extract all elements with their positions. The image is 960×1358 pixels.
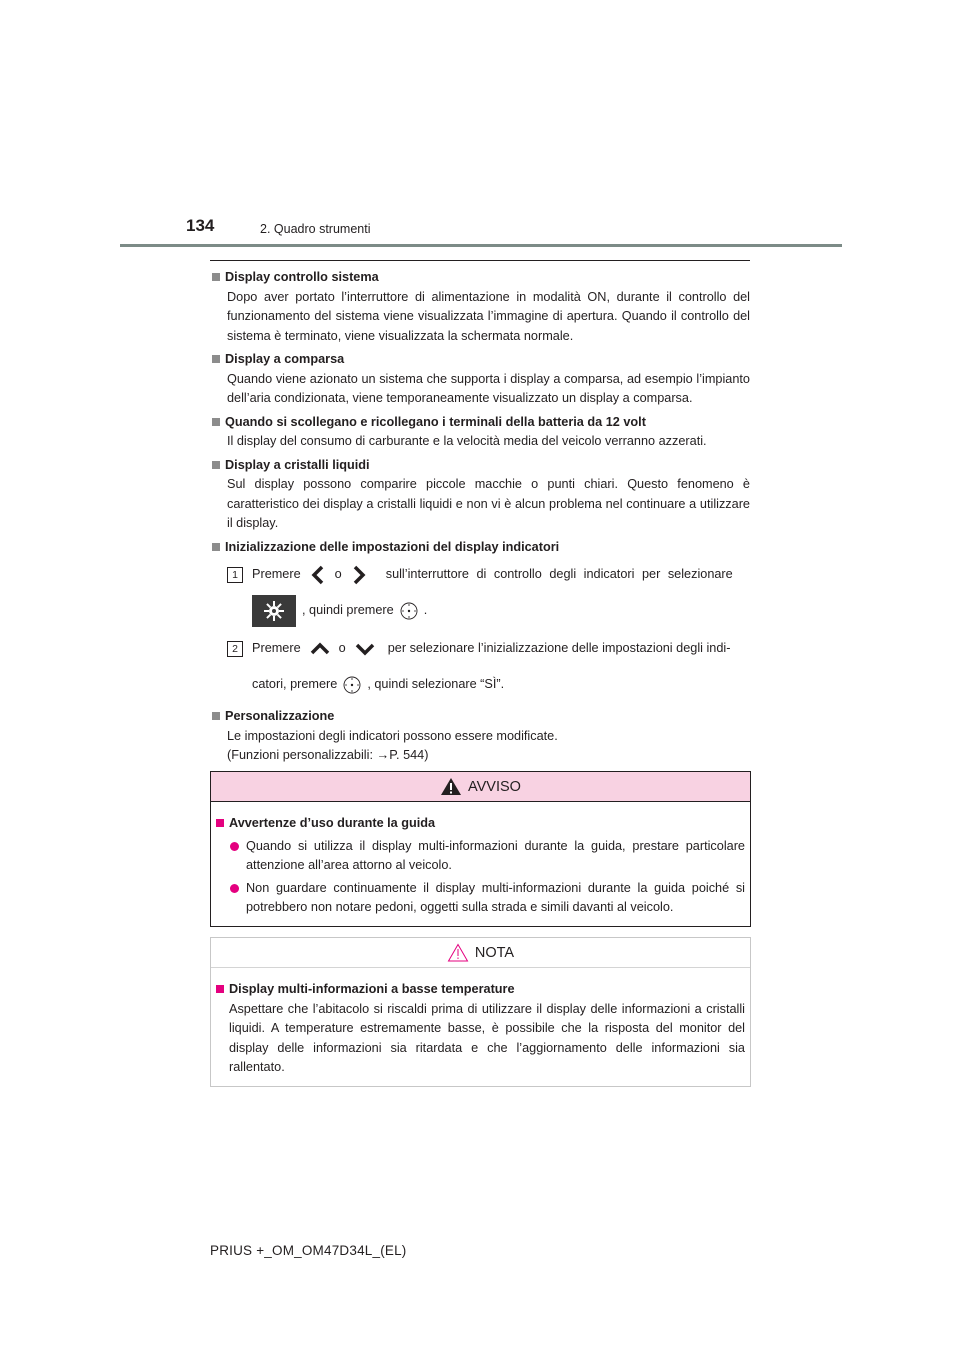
dial-button-icon	[400, 602, 418, 620]
step-text: , quindi selezionare “SÌ”.	[367, 677, 505, 692]
note-box	[210, 937, 751, 1087]
section-bullet-icon	[216, 819, 224, 827]
list-item: Non guardare continuamente il display multi-informazioni durante la guida poiché si potrebbero non notare pedoni, oggetti sulla strada e simili davanti al veicolo.	[216, 879, 745, 918]
arrow-icon: →	[376, 748, 390, 762]
footer-code: PRIUS +_OM_OM47D34L_(EL)	[210, 1243, 407, 1258]
content-divider	[210, 260, 750, 261]
section-title: Display a comparsa	[225, 352, 345, 366]
dial-button-icon	[343, 676, 361, 694]
step-text: , quindi premere	[302, 603, 394, 618]
page-reference-link[interactable]: P. 544)	[389, 748, 429, 762]
warning-triangle-icon	[440, 777, 462, 796]
section-inizializzazione	[210, 538, 750, 704]
step-number: 2	[227, 641, 243, 657]
section-body: Le impostazioni degli indicatori possono essere modificate.	[227, 728, 558, 743]
chevron-down-icon	[354, 640, 376, 658]
chevron-right-icon	[350, 564, 368, 586]
section-batteria	[210, 413, 750, 452]
section-personalizzazione	[210, 707, 750, 766]
warning-box	[210, 771, 751, 927]
section-cristalli-liquidi	[210, 456, 750, 534]
note-body: Aspettare che l’abitacolo si riscaldi prima di utilizzare il display delle informazioni a cristalli liquidi. A temperature estremamente basse, è possibile che la risposta del monitor del display delle informazioni sia ritardata e che l’aggiornamento delle informazioni sia rallentato.	[229, 1001, 745, 1074]
warning-header	[211, 772, 750, 802]
section-title: Quando si scollegano e ricollegano i terminali della batteria da 12 volt	[225, 414, 646, 429]
gear-icon	[252, 595, 296, 627]
section-bullet-icon	[212, 543, 220, 551]
section-body: Sul display possono comparire piccole macchie o punti chiari. Questo fenomeno è caratteristico dei display a cristalli liquidi e non vi è alcun problema nel continuare a utilizzare il display.	[227, 477, 750, 530]
step-text: Premere	[252, 641, 301, 656]
step-text: per selezionare l’inizializzazione delle impostazioni degli indi-	[387, 641, 731, 656]
bullet-dot-icon	[230, 842, 239, 851]
section-bullet-icon	[216, 985, 224, 993]
step-1	[210, 557, 750, 593]
section-title: Inizializzazione delle impostazioni del display indicatori	[225, 539, 560, 554]
step-2	[210, 631, 750, 667]
step-text: sull’interruttore di controllo degli indicatori per selezionare	[385, 567, 733, 582]
step-text: o	[334, 567, 342, 582]
bullet-dot-icon	[230, 884, 239, 893]
step-text: catori, premere	[252, 677, 338, 692]
step-2-continued	[210, 667, 750, 703]
section-bullet-icon	[212, 461, 220, 469]
note-title: Display multi-informazioni a basse temperature	[229, 982, 515, 996]
step-text: .	[423, 603, 428, 618]
section-body: Quando viene azionato un sistema che supporta i display a comparsa, ad esempio l’impianto dell’aria condizionata, viene temporaneamente visualizzato un display a comparsa.	[227, 371, 750, 405]
section-body: Dopo aver portato l’interruttore di alimentazione in modalità ON, durante il controllo del funzionamento del sistema viene visualizzata l’immagine di apertura. Quando il controllo del sistema è terminato, viene visualizzata la schermata normale.	[227, 289, 750, 343]
warning-label: AVVISO	[468, 778, 521, 795]
page-number: 134	[186, 216, 215, 235]
step-text: o	[338, 641, 346, 656]
main-content	[210, 268, 750, 770]
note-header	[211, 938, 750, 968]
warning-title: Avvertenze d’uso durante la guida	[229, 816, 436, 830]
section-title: Personalizzazione	[225, 709, 335, 723]
step-text: Premere	[252, 567, 301, 582]
step-number: 1	[227, 567, 243, 583]
header-divider	[120, 244, 842, 247]
section-bullet-icon	[212, 273, 220, 281]
section-bullet-icon	[212, 355, 220, 363]
chevron-up-icon	[309, 640, 331, 658]
page-reference: (Funzioni personalizzabili: →P. 544)	[227, 748, 429, 762]
chapter-title: 2. Quadro strumenti	[260, 222, 371, 236]
section-body: Il display del consumo di carburante e la velocità media del veicolo verranno azzerati.	[227, 434, 707, 448]
note-label: NOTA	[474, 944, 515, 961]
chevron-left-icon	[309, 564, 327, 586]
section-title: Display a cristalli liquidi	[225, 457, 370, 472]
section-display-comparsa	[210, 350, 750, 409]
section-title: Display controllo sistema	[225, 270, 379, 284]
section-bullet-icon	[212, 712, 220, 720]
caution-triangle-icon	[447, 943, 469, 962]
list-item: Quando si utilizza il display multi-informazioni durante la guida, prestare particolare attenzione all’area attorno al veicolo.	[216, 837, 745, 876]
section-bullet-icon	[212, 418, 220, 426]
step-1-continued	[210, 593, 750, 629]
section-display-controllo	[210, 268, 750, 346]
